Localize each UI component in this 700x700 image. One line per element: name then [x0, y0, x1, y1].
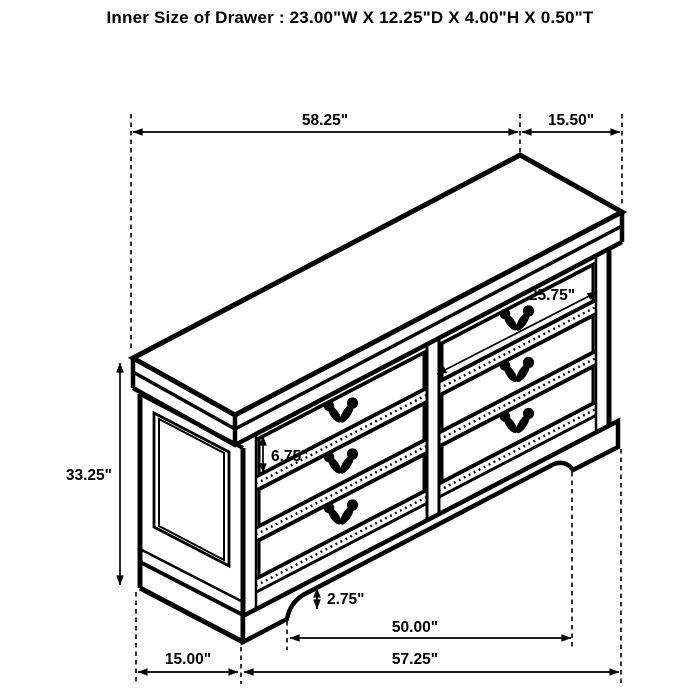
drawer-handle: [324, 499, 358, 526]
drawer-handle: [324, 397, 358, 424]
dresser-drawing: [133, 155, 622, 642]
dim-label-drawer-width: 25.75": [528, 287, 576, 304]
side-panel-bevel-inner: [159, 419, 224, 560]
dresser-side-panel: [140, 394, 243, 642]
dim-between-legs: [290, 619, 571, 638]
drawer-handle: [500, 357, 534, 384]
dim-base-depth: [138, 651, 238, 672]
dim-label-overall-height: 33.25": [65, 467, 112, 484]
dim-label-drawer-height: 6.75": [271, 448, 309, 465]
drawer-handle: [324, 448, 358, 475]
dim-label-top-depth: 15.50": [547, 112, 595, 129]
dim-top-depth: [522, 112, 620, 132]
side-base-top: [140, 562, 243, 615]
drawer-handle: [500, 305, 534, 332]
dim-label-top-width: 58.25": [301, 112, 349, 129]
dim-label-between-legs: 50.00": [391, 619, 439, 636]
dim-foot-height: [317, 588, 365, 609]
drawer-handle: [500, 408, 534, 435]
dim-overall-height: [66, 363, 120, 585]
side-base-bottom: [140, 588, 243, 642]
dim-base-width: [244, 651, 619, 672]
dim-label-base-depth: 15.00": [164, 651, 212, 668]
dim-label-foot-height: 2.75": [327, 591, 365, 608]
dim-label-base-width: 57.25": [391, 651, 439, 668]
figure-title: Inner Size of Drawer : 23.00"W X 12.25"D X 4.00"H X 0.50"T: [106, 8, 594, 27]
dim-top-width: [133, 112, 518, 132]
